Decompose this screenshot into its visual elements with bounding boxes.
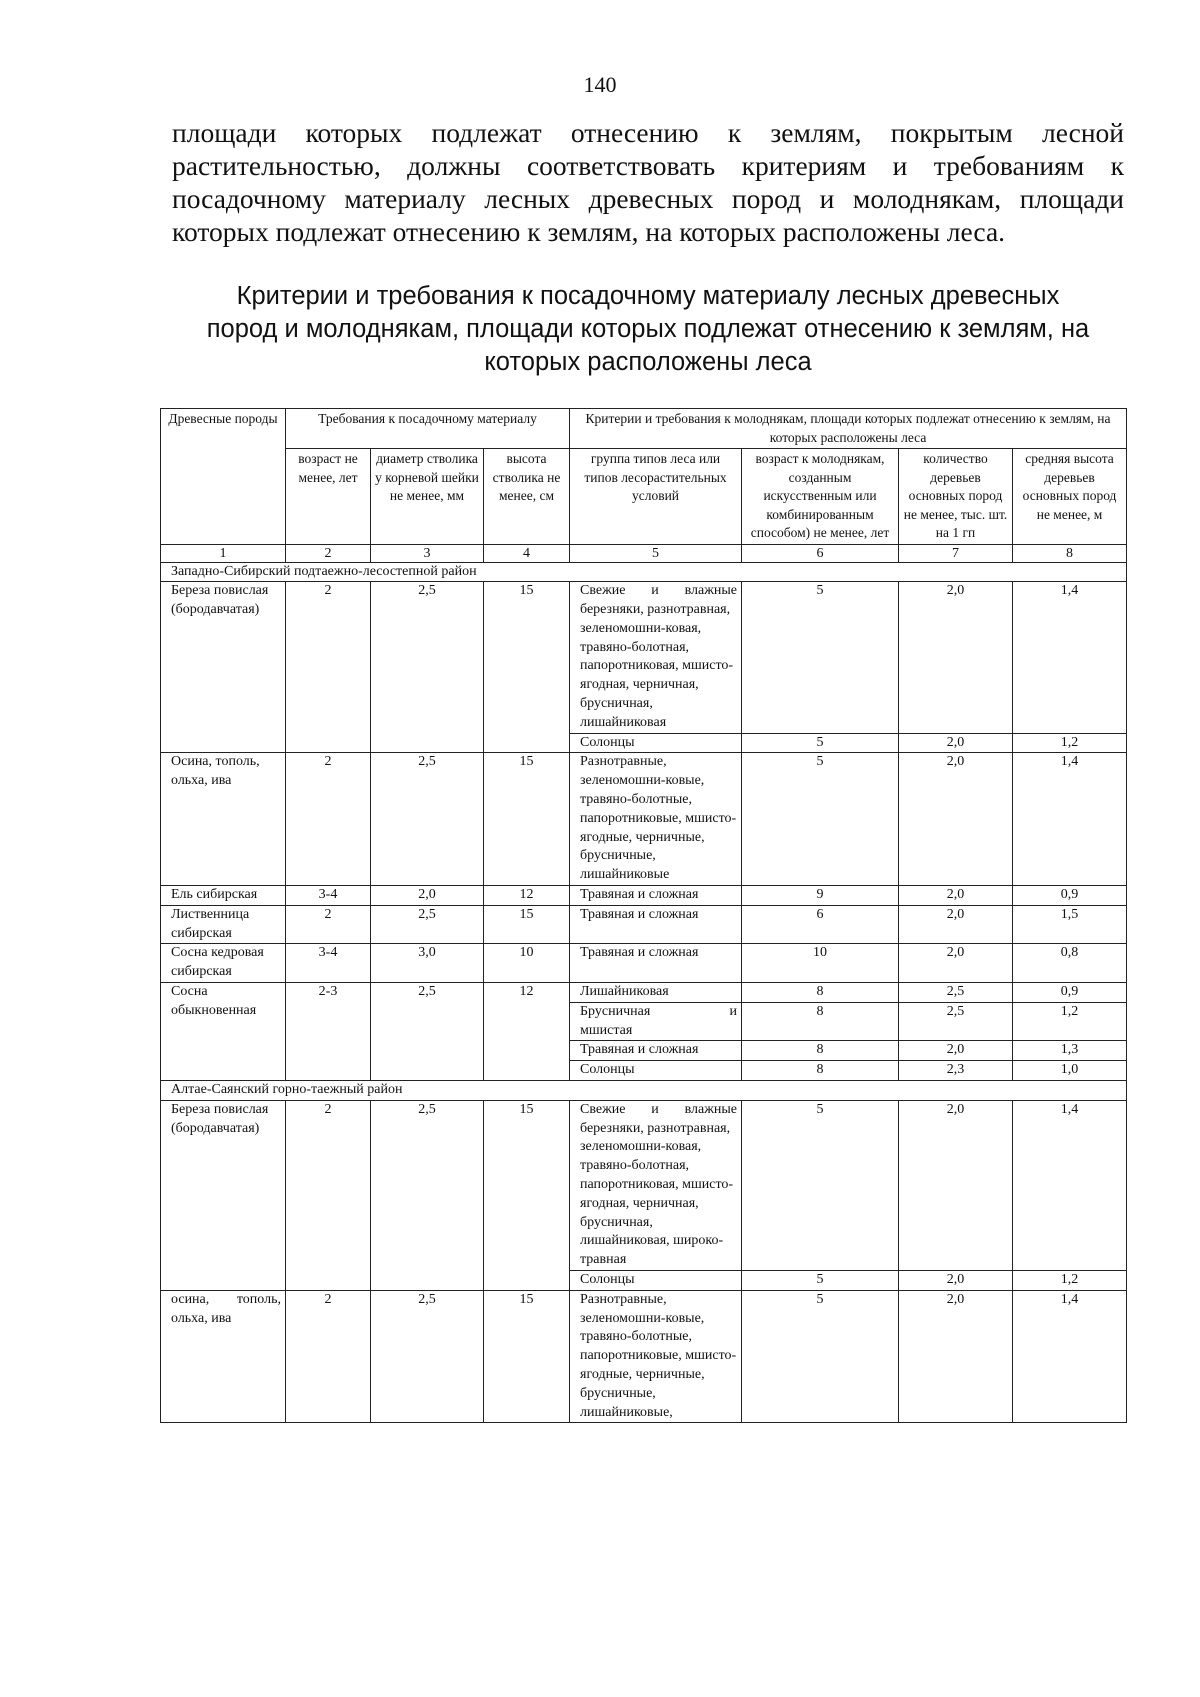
region-title: Западно-Сибирский подтаежно-лесостепной район xyxy=(161,562,1127,582)
table-row xyxy=(161,983,1127,1003)
young-age-cell: 10 xyxy=(742,944,899,983)
forest-type-cell: Травяная и сложная xyxy=(570,1041,742,1061)
count-cell: 2,0 xyxy=(899,1041,1013,1061)
table-row xyxy=(161,753,1127,886)
count-cell: 2,5 xyxy=(899,983,1013,1003)
region-title: Алтае-Саянский горно-таежный район xyxy=(161,1081,1127,1101)
title-line: пород и молоднякам, площади которых подлежат отнесению к землям, на xyxy=(206,315,1090,343)
forest-type-cell: Лишайниковая xyxy=(570,983,742,1003)
diameter-cell: 2,5 xyxy=(371,1290,484,1423)
column-number: 8 xyxy=(1013,544,1127,562)
avg-height-cell: 0,9 xyxy=(1013,983,1127,1003)
species-text: ольха, ива xyxy=(171,1310,232,1326)
age-cell: 2 xyxy=(286,1290,371,1423)
forest-type-cell xyxy=(570,1100,742,1270)
header-height: высота стволика не менее, см xyxy=(484,449,570,545)
diameter-cell: 2,0 xyxy=(371,886,484,906)
species-cell: Ель сибирская xyxy=(161,886,286,906)
title-line: которых расположены леса xyxy=(484,348,812,376)
height-cell: 15 xyxy=(484,1290,570,1423)
forest-type-cell: Травяная и сложная xyxy=(570,944,742,983)
avg-height-cell: 0,9 xyxy=(1013,886,1127,906)
height-cell: 12 xyxy=(484,886,570,906)
count-cell: 2,3 xyxy=(899,1061,1013,1081)
page-number: 140 xyxy=(583,72,617,97)
species-cell: Береза повислая (бородавчатая) xyxy=(161,582,286,753)
age-cell: 2 xyxy=(286,753,371,886)
justified-line xyxy=(580,582,737,601)
word: влажные xyxy=(684,1101,737,1117)
column-number: 4 xyxy=(484,544,570,562)
age-cell: 2-3 xyxy=(286,983,371,1081)
justified-line xyxy=(580,1003,737,1022)
header-forest-type: группа типов леса или типов лесорастительных условий xyxy=(570,449,742,545)
height-cell: 15 xyxy=(484,905,570,944)
table-row xyxy=(161,886,1127,906)
diameter-cell: 2,5 xyxy=(371,983,484,1081)
word: Брусничная xyxy=(580,1003,651,1019)
young-age-cell: 5 xyxy=(742,1100,899,1270)
word: тополь, xyxy=(236,1291,281,1307)
forest-type-cell: Солонцы xyxy=(570,733,742,753)
header-age: возраст не менее, лет xyxy=(286,449,371,545)
count-cell: 2,5 xyxy=(899,1002,1013,1041)
species-cell: Сосна обыкновенная xyxy=(161,983,286,1081)
forest-type-text: мшистая xyxy=(580,1022,633,1038)
height-cell: 15 xyxy=(484,753,570,886)
header-young-age: возраст к молоднякам, созданным искусственным или комбинированным способом) не менее, лет xyxy=(742,449,899,545)
intro-paragraph: площади которых подлежат отнесению к землям, покрытым лесной растительностью, должны соответствовать критериям и требованиям к посадочному материалу лесных древесных пород и молоднякам, площади которых подлежат отнесению к землям, на которых расположены леса. xyxy=(172,117,1124,247)
region-row xyxy=(161,1081,1127,1101)
header-planting-material: Требования к посадочному материалу xyxy=(286,409,570,449)
height-cell: 15 xyxy=(484,582,570,753)
young-age-cell: 5 xyxy=(742,1290,899,1423)
species-cell: Лиственница сибирская xyxy=(161,905,286,944)
forest-type-text: березняки, разнотравная, зеленомошни-ковая, травяно-болотная, папоротниковая, мшисто-ягодная, черничная, брусничная, лишайниковая, широко-травная xyxy=(580,1120,734,1268)
avg-height-cell: 1,2 xyxy=(1013,1270,1127,1290)
forest-type-cell: Солонцы xyxy=(570,1270,742,1290)
age-cell: 3-4 xyxy=(286,944,371,983)
young-age-cell: 5 xyxy=(742,733,899,753)
age-cell: 2 xyxy=(286,905,371,944)
young-age-cell: 5 xyxy=(742,753,899,886)
word: Свежие xyxy=(580,1101,626,1117)
avg-height-cell: 1,3 xyxy=(1013,1041,1127,1061)
header-tree-count: количество деревьев основных пород не менее, тыс. шт. на 1 гп xyxy=(899,449,1013,545)
avg-height-cell: 1,4 xyxy=(1013,1100,1127,1270)
young-age-cell: 8 xyxy=(742,1002,899,1041)
column-number: 1 xyxy=(161,544,286,562)
forest-type-cell: Травяная и сложная xyxy=(570,886,742,906)
column-number: 7 xyxy=(899,544,1013,562)
young-age-cell: 8 xyxy=(742,1061,899,1081)
young-age-cell: 5 xyxy=(742,582,899,733)
young-age-cell: 6 xyxy=(742,905,899,944)
header-row xyxy=(161,409,1127,449)
table-row xyxy=(161,1290,1127,1423)
forest-type-cell xyxy=(570,582,742,733)
forest-type-cell: Травяная и сложная xyxy=(570,905,742,944)
species-cell: Осина, тополь, ольха, ива xyxy=(161,753,286,886)
title-line: Критерии и требования к посадочному материалу лесных древесных xyxy=(236,282,1060,310)
count-cell: 2,0 xyxy=(899,753,1013,886)
word: влажные xyxy=(684,583,737,599)
table-row xyxy=(161,1100,1127,1270)
header-species: Древесные породы xyxy=(161,409,286,545)
height-cell: 15 xyxy=(484,1100,570,1290)
diameter-cell: 2,5 xyxy=(371,905,484,944)
table-row xyxy=(161,582,1127,733)
avg-height-cell: 1,2 xyxy=(1013,733,1127,753)
young-age-cell: 8 xyxy=(742,1041,899,1061)
region-row xyxy=(161,562,1127,582)
word: и xyxy=(651,583,659,599)
avg-height-cell: 0,8 xyxy=(1013,944,1127,983)
column-number-row xyxy=(161,544,1127,562)
diameter-cell: 2,5 xyxy=(371,753,484,886)
age-cell: 2 xyxy=(286,1100,371,1290)
avg-height-cell: 1,4 xyxy=(1013,753,1127,886)
avg-height-cell: 1,4 xyxy=(1013,1290,1127,1423)
justified-line xyxy=(171,1291,281,1310)
count-cell: 2,0 xyxy=(899,582,1013,733)
count-cell: 2,0 xyxy=(899,1270,1013,1290)
word: и xyxy=(729,1003,738,1019)
header-young-stands: Критерии и требования к молоднякам, площади которых подлежат отнесению к землям, на которых расположены леса xyxy=(570,409,1127,449)
species-cell xyxy=(161,1290,286,1423)
height-cell: 10 xyxy=(484,944,570,983)
height-cell: 12 xyxy=(484,983,570,1081)
count-cell: 2,0 xyxy=(899,1100,1013,1270)
criteria-table-wrapper xyxy=(160,408,1126,1423)
count-cell: 2,0 xyxy=(899,886,1013,906)
avg-height-cell: 1,4 xyxy=(1013,582,1127,733)
word: и xyxy=(651,1101,659,1117)
justified-line xyxy=(580,1101,737,1120)
criteria-table xyxy=(160,408,1127,1423)
diameter-cell: 2,5 xyxy=(371,1100,484,1290)
table-title xyxy=(172,280,1124,379)
count-cell: 2,0 xyxy=(899,944,1013,983)
count-cell: 2,0 xyxy=(899,1290,1013,1423)
avg-height-cell: 1,2 xyxy=(1013,1002,1127,1041)
forest-type-cell: Разнотравные, зеленомошни-ковые, травяно-болотные, папоротниковые, мшисто-ягодные, черничные, брусничные, лишайниковые xyxy=(570,753,742,886)
header-diameter: диаметр стволика у корневой шейки не менее, мм xyxy=(371,449,484,545)
forest-type-cell xyxy=(570,1002,742,1041)
avg-height-cell: 1,5 xyxy=(1013,905,1127,944)
column-number: 5 xyxy=(570,544,742,562)
young-age-cell: 8 xyxy=(742,983,899,1003)
diameter-cell: 2,5 xyxy=(371,582,484,753)
forest-type-cell: Солонцы xyxy=(570,1061,742,1081)
species-cell: Сосна кедровая сибирская xyxy=(161,944,286,983)
column-number: 6 xyxy=(742,544,899,562)
age-cell: 2 xyxy=(286,582,371,753)
count-cell: 2,0 xyxy=(899,905,1013,944)
header-subrow xyxy=(161,449,1127,545)
column-number: 2 xyxy=(286,544,371,562)
word: Свежие xyxy=(580,583,626,599)
table-row xyxy=(161,905,1127,944)
column-number: 3 xyxy=(371,544,484,562)
young-age-cell: 9 xyxy=(742,886,899,906)
young-age-cell: 5 xyxy=(742,1270,899,1290)
forest-type-text: березняки, разнотравная, зеленомошни-ковая, травяно-болотная, папоротниковая, мшисто-ягодная, черничная, брусничная, лишайниковая xyxy=(580,602,734,730)
header-avg-height: средняя высота деревьев основных пород не менее, м xyxy=(1013,449,1127,545)
diameter-cell: 3,0 xyxy=(371,944,484,983)
word: осина, xyxy=(171,1291,210,1307)
avg-height-cell: 1,0 xyxy=(1013,1061,1127,1081)
age-cell: 3-4 xyxy=(286,886,371,906)
count-cell: 2,0 xyxy=(899,733,1013,753)
table-row xyxy=(161,944,1127,983)
species-cell: Береза повислая (бородавчатая) xyxy=(161,1100,286,1290)
forest-type-cell: Разнотравные, зеленомошни-ковые, травяно-болотные, папоротниковые, мшисто-ягодные, черничные, брусничные, лишайниковые, xyxy=(570,1290,742,1423)
